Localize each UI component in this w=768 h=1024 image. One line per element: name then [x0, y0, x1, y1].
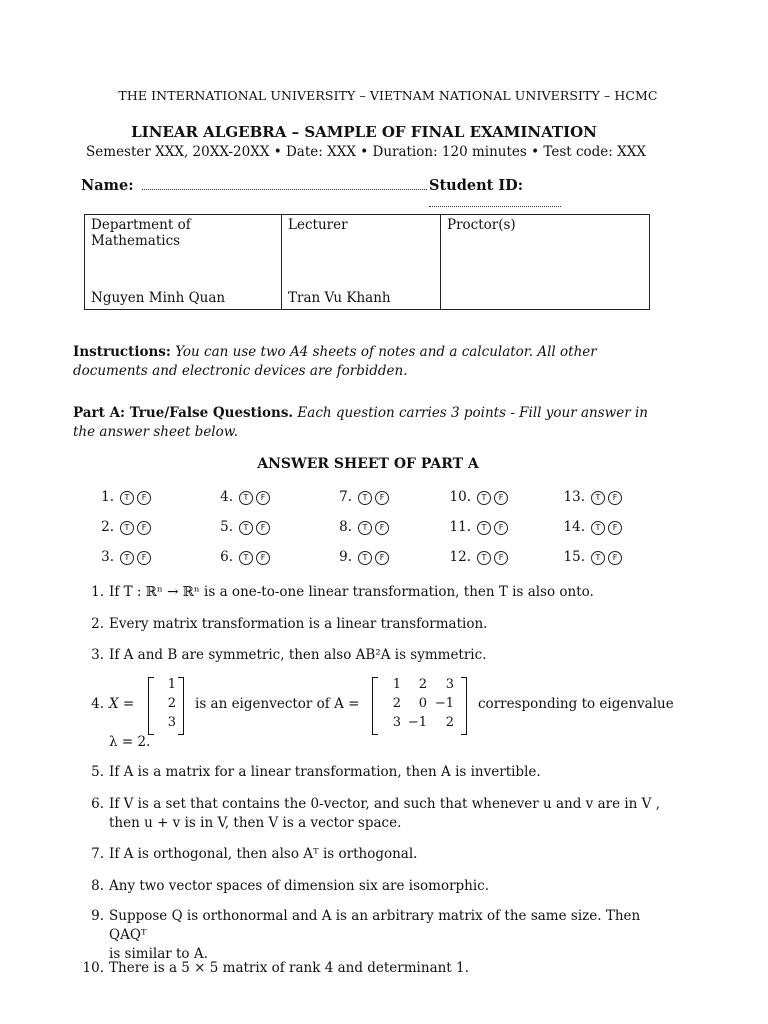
question-6 [80, 795, 665, 833]
part-a-label: Part A: True/False Questions. [73, 405, 294, 421]
question-text: Every matrix transformation is a linear transformation. [109, 616, 488, 632]
true-bubble[interactable]: T [120, 491, 134, 505]
instructions-text: You can use two A4 sheets of notes and a calculator. All other documents and electronic devices are forbidden. [73, 344, 597, 379]
question-number: 1. [91, 584, 104, 600]
answer-number: 11. [449, 519, 471, 535]
part-a-text: Each question carries 3 points - Fill your answer in the answer sheet below. [73, 405, 648, 440]
question-number: 5. [91, 764, 104, 780]
true-bubble[interactable]: T [120, 551, 134, 565]
question-number: 2. [91, 616, 104, 632]
answer-number: 14. [563, 519, 585, 535]
name-field[interactable] [142, 177, 427, 190]
false-bubble[interactable]: F [375, 521, 389, 535]
answer-number: 12. [449, 549, 471, 565]
a-matrix-entry: 3 [445, 677, 454, 692]
name-label: Name: [81, 177, 134, 194]
false-bubble[interactable]: F [256, 521, 270, 535]
answer-sheet-title: ANSWER SHEET OF PART A [257, 456, 479, 472]
q4-rhs: corresponding to eigenvalue [478, 696, 674, 712]
true-bubble[interactable]: T [239, 491, 253, 505]
false-bubble[interactable]: F [137, 551, 151, 565]
answer-item [441, 519, 511, 535]
false-bubble[interactable]: F [256, 551, 270, 565]
false-bubble[interactable]: F [494, 521, 508, 535]
department-header: Department of Mathematics [91, 217, 191, 249]
a-matrix-entry: 1 [392, 677, 401, 692]
question-10 [80, 959, 665, 978]
true-bubble[interactable]: T [477, 491, 491, 505]
answer-item [203, 549, 273, 565]
answer-number: 9. [339, 549, 352, 565]
a-matrix-entry: 0 [418, 696, 427, 711]
answer-number: 15. [563, 549, 585, 565]
answer-number: 7. [339, 489, 352, 505]
answer-number: 5. [220, 519, 233, 535]
question-7 [80, 845, 665, 864]
instructions [73, 343, 665, 381]
answer-item [441, 489, 511, 505]
false-bubble[interactable]: F [375, 491, 389, 505]
university-header: THE INTERNATIONAL UNIVERSITY – VIETNAM NATIONAL UNIVERSITY – HCMC [118, 88, 658, 103]
true-bubble[interactable]: T [358, 551, 372, 565]
true-bubble[interactable]: T [591, 491, 605, 505]
proctor-header: Proctor(s) [447, 217, 516, 233]
q4-lhs: X = [109, 696, 135, 712]
answer-item [203, 489, 273, 505]
question-number: 3. [91, 647, 104, 663]
true-bubble[interactable]: T [358, 491, 372, 505]
true-bubble[interactable]: T [477, 551, 491, 565]
question-8 [80, 877, 665, 896]
question-5 [80, 763, 665, 782]
a-matrix-entry: 3 [392, 715, 401, 730]
answer-number: 3. [101, 549, 114, 565]
right-bracket [178, 677, 184, 735]
answer-item [84, 519, 154, 535]
lecturer-header: Lecturer [288, 217, 348, 233]
question-1 [80, 583, 665, 602]
answer-item [84, 549, 154, 565]
false-bubble[interactable]: F [137, 521, 151, 535]
answer-item [555, 549, 625, 565]
question-text: Any two vector spaces of dimension six are isomorphic. [109, 878, 490, 894]
answer-number: 10. [449, 489, 471, 505]
true-bubble[interactable]: T [239, 551, 253, 565]
question-text: If A is orthogonal, then also Aᵀ is orthogonal. [109, 846, 418, 862]
student-id-group [429, 177, 651, 211]
answer-number: 2. [101, 519, 114, 535]
question-number: 8. [91, 878, 104, 894]
false-bubble[interactable]: F [608, 521, 622, 535]
a-matrix-entry: −1 [434, 696, 454, 711]
department-name: Nguyen Minh Quan [91, 290, 226, 306]
answer-item [441, 549, 511, 565]
question-text: There is a 5 × 5 matrix of rank 4 and determinant 1. [109, 960, 469, 976]
question-text: then u + v is in V, then V is a vector space. [109, 815, 402, 831]
question-text: If T : ℝⁿ → ℝⁿ is a one-to-one linear transformation, then T is also onto. [109, 584, 594, 600]
left-bracket [148, 677, 154, 735]
question-number: 7. [91, 846, 104, 862]
answer-item [555, 489, 625, 505]
answer-item [322, 519, 392, 535]
question-number: 6. [91, 796, 104, 812]
false-bubble[interactable]: F [375, 551, 389, 565]
x-entry: 2 [167, 696, 176, 711]
answer-number: 4. [220, 489, 233, 505]
false-bubble[interactable]: F [494, 551, 508, 565]
false-bubble[interactable]: F [494, 491, 508, 505]
question-text: If V is a set that contains the 0-vector, and such that whenever u and v are in V , [109, 796, 660, 812]
answer-item [84, 489, 154, 505]
question-9 [80, 907, 665, 964]
a-matrix-entry: 2 [418, 677, 427, 692]
a-matrix-entry: 2 [392, 696, 401, 711]
proctor-cell[interactable] [441, 215, 650, 310]
false-bubble[interactable]: F [256, 491, 270, 505]
true-bubble[interactable]: T [239, 521, 253, 535]
true-bubble[interactable]: T [477, 521, 491, 535]
x-entry: 1 [167, 677, 176, 692]
a-matrix-entry: 2 [445, 715, 454, 730]
true-bubble[interactable]: T [591, 551, 605, 565]
answer-item [322, 489, 392, 505]
false-bubble[interactable]: F [608, 551, 622, 565]
exam-title: LINEAR ALGEBRA – SAMPLE OF FINAL EXAMINATION [131, 123, 597, 141]
answer-number: 13. [563, 489, 585, 505]
department-cell [85, 215, 282, 310]
lecturer-name: Tran Vu Khanh [288, 290, 391, 306]
answer-item [555, 519, 625, 535]
question-text: is similar to A. [109, 946, 208, 962]
q4-mid: is an eigenvector of A = [195, 696, 360, 712]
staff-table [84, 214, 650, 310]
student-id-field[interactable] [429, 194, 561, 207]
answer-item [322, 549, 392, 565]
true-bubble[interactable]: T [591, 521, 605, 535]
answer-item [203, 519, 273, 535]
a-matrix-entry: −1 [407, 715, 427, 730]
question-text: If A is a matrix for a linear transformation, then A is invertible. [109, 764, 541, 780]
answer-number: 1. [101, 489, 114, 505]
true-bubble[interactable]: T [358, 521, 372, 535]
question-text: λ = 2. [109, 734, 151, 750]
answer-number: 6. [220, 549, 233, 565]
true-bubble[interactable]: T [120, 521, 134, 535]
false-bubble[interactable]: F [137, 491, 151, 505]
question-4 [80, 677, 680, 739]
part-a-intro [73, 404, 665, 442]
question-text: If A and B are symmetric, then also AB²A is symmetric. [109, 647, 487, 663]
question-number: 10. [82, 960, 104, 976]
right-bracket [461, 677, 467, 735]
exam-subtitle: Semester XXX, 20XX-20XX • Date: XXX • Duration: 120 minutes • Test code: XXX [86, 144, 646, 160]
question-number: 4. [91, 696, 104, 712]
x-entry: 3 [167, 715, 176, 730]
question-3 [80, 646, 665, 665]
question-2 [80, 615, 665, 634]
question-4-tail [80, 733, 665, 752]
lecturer-cell [282, 215, 441, 310]
student-id-label: Student ID: [429, 177, 524, 194]
name-row [81, 177, 651, 194]
false-bubble[interactable]: F [608, 491, 622, 505]
answer-number: 8. [339, 519, 352, 535]
instructions-label: Instructions: [73, 344, 171, 360]
question-number: 9. [91, 908, 104, 924]
question-text: Suppose Q is orthonormal and A is an arbitrary matrix of the same size. Then QAQᵀ [109, 908, 641, 943]
